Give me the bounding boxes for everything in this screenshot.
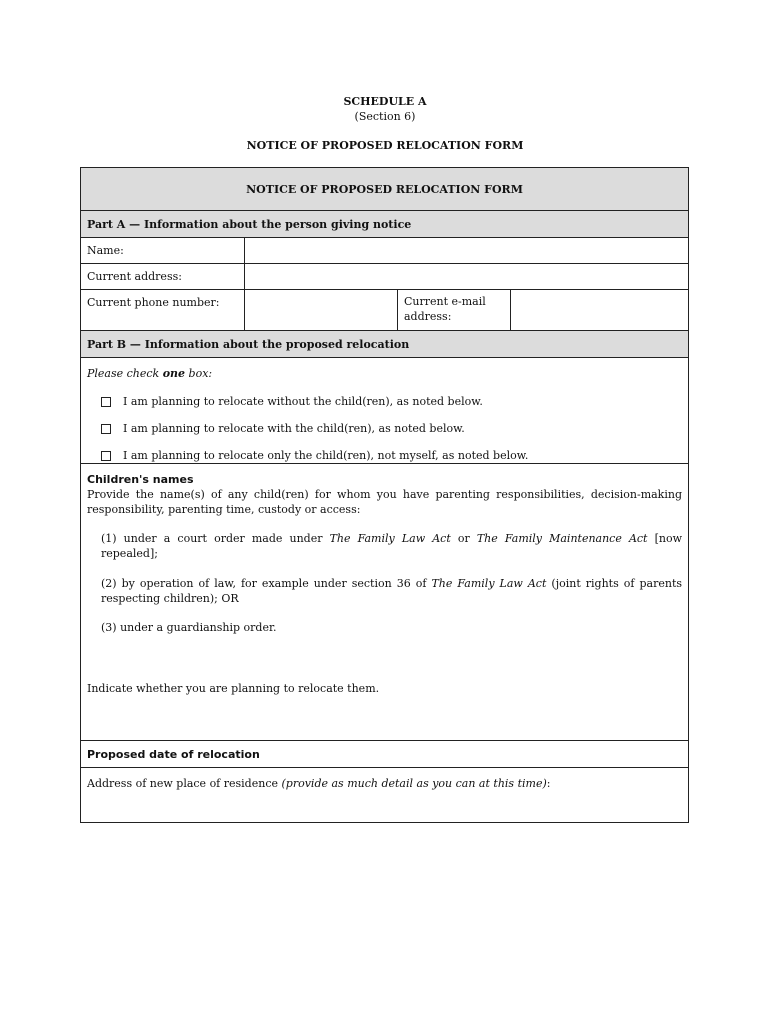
current-address-row	[81, 264, 688, 290]
new-address-hint: (provide as much detail as you can at this time)	[281, 777, 547, 790]
instruction-emphasis: one	[162, 367, 186, 380]
children-intro: Provide the name(s) of any child(ren) for whom you have parenting responsibilities, decision-making responsibility, parenting time, custody or access:	[87, 488, 682, 516]
part-b-heading: Part B — Information about the proposed relocation	[81, 331, 688, 358]
relocation-options	[81, 358, 688, 464]
item1-text: (1) under a court order made under	[101, 532, 330, 545]
children-item-2	[101, 576, 682, 606]
current-address-label: Current address:	[81, 264, 245, 289]
item1-suffix: [now repealed];	[101, 532, 682, 560]
relocation-date-heading: Proposed date of relocation	[81, 741, 688, 768]
phone-label: Current phone number:	[81, 290, 245, 330]
children-item-3: (3) under a guardianship order.	[101, 621, 277, 634]
checkbox[interactable]	[101, 424, 111, 434]
new-address-label-text: Address of new place of residence	[87, 777, 282, 790]
name-row	[81, 238, 688, 264]
instruction-suffix: box:	[185, 367, 213, 380]
email-label: Current e-mail address:	[398, 290, 511, 330]
relocate-children-instruction: Indicate whether you are planning to relocate them.	[87, 682, 380, 695]
part-a-heading: Part A — Information about the person giving notice	[81, 211, 688, 238]
option-label: I am planning to relocate without the child(ren), as noted below.	[123, 395, 483, 408]
item2-suffix: (joint rights of parents respecting children); OR	[101, 577, 683, 605]
section-reference: (Section 6)	[354, 110, 416, 123]
name-label: Name:	[81, 238, 245, 263]
option-only-children[interactable]	[101, 449, 682, 462]
name-field[interactable]	[245, 238, 688, 263]
relocation-form-table	[80, 167, 689, 823]
new-address-label	[87, 776, 682, 791]
new-address-colon: :	[546, 777, 551, 790]
children-heading: Children's names	[87, 473, 194, 486]
phone-field[interactable]	[245, 290, 398, 330]
option-label: I am planning to relocate only the child(ren), not myself, as noted below.	[123, 449, 529, 462]
form-table-title: NOTICE OF PROPOSED RELOCATION FORM	[81, 168, 688, 211]
checkbox[interactable]	[101, 397, 111, 407]
checkbox[interactable]	[101, 451, 111, 461]
current-address-field[interactable]	[245, 264, 688, 289]
form-title-heading: NOTICE OF PROPOSED RELOCATION FORM	[246, 139, 524, 152]
instruction-prefix: Please check	[87, 367, 163, 380]
item1-conjunction: or	[450, 532, 477, 545]
option-with-children[interactable]	[101, 422, 682, 435]
email-field[interactable]	[511, 290, 688, 330]
new-address-section[interactable]	[81, 768, 688, 822]
option-label: I am planning to relocate with the child(ren), as noted below.	[123, 422, 465, 435]
children-section	[81, 464, 688, 741]
item2-text: (2) by operation of law, for example under section 36 of	[101, 577, 432, 590]
item2-act-name: The Family Law Act	[431, 577, 547, 590]
check-instruction	[87, 366, 682, 381]
option-without-children[interactable]	[101, 395, 682, 408]
item1-act-name-2: The Family Maintenance Act	[476, 532, 648, 545]
children-item-1	[101, 531, 682, 561]
contact-row	[81, 290, 688, 331]
item1-act-name: The Family Law Act	[329, 532, 451, 545]
schedule-heading: SCHEDULE A	[343, 95, 427, 108]
